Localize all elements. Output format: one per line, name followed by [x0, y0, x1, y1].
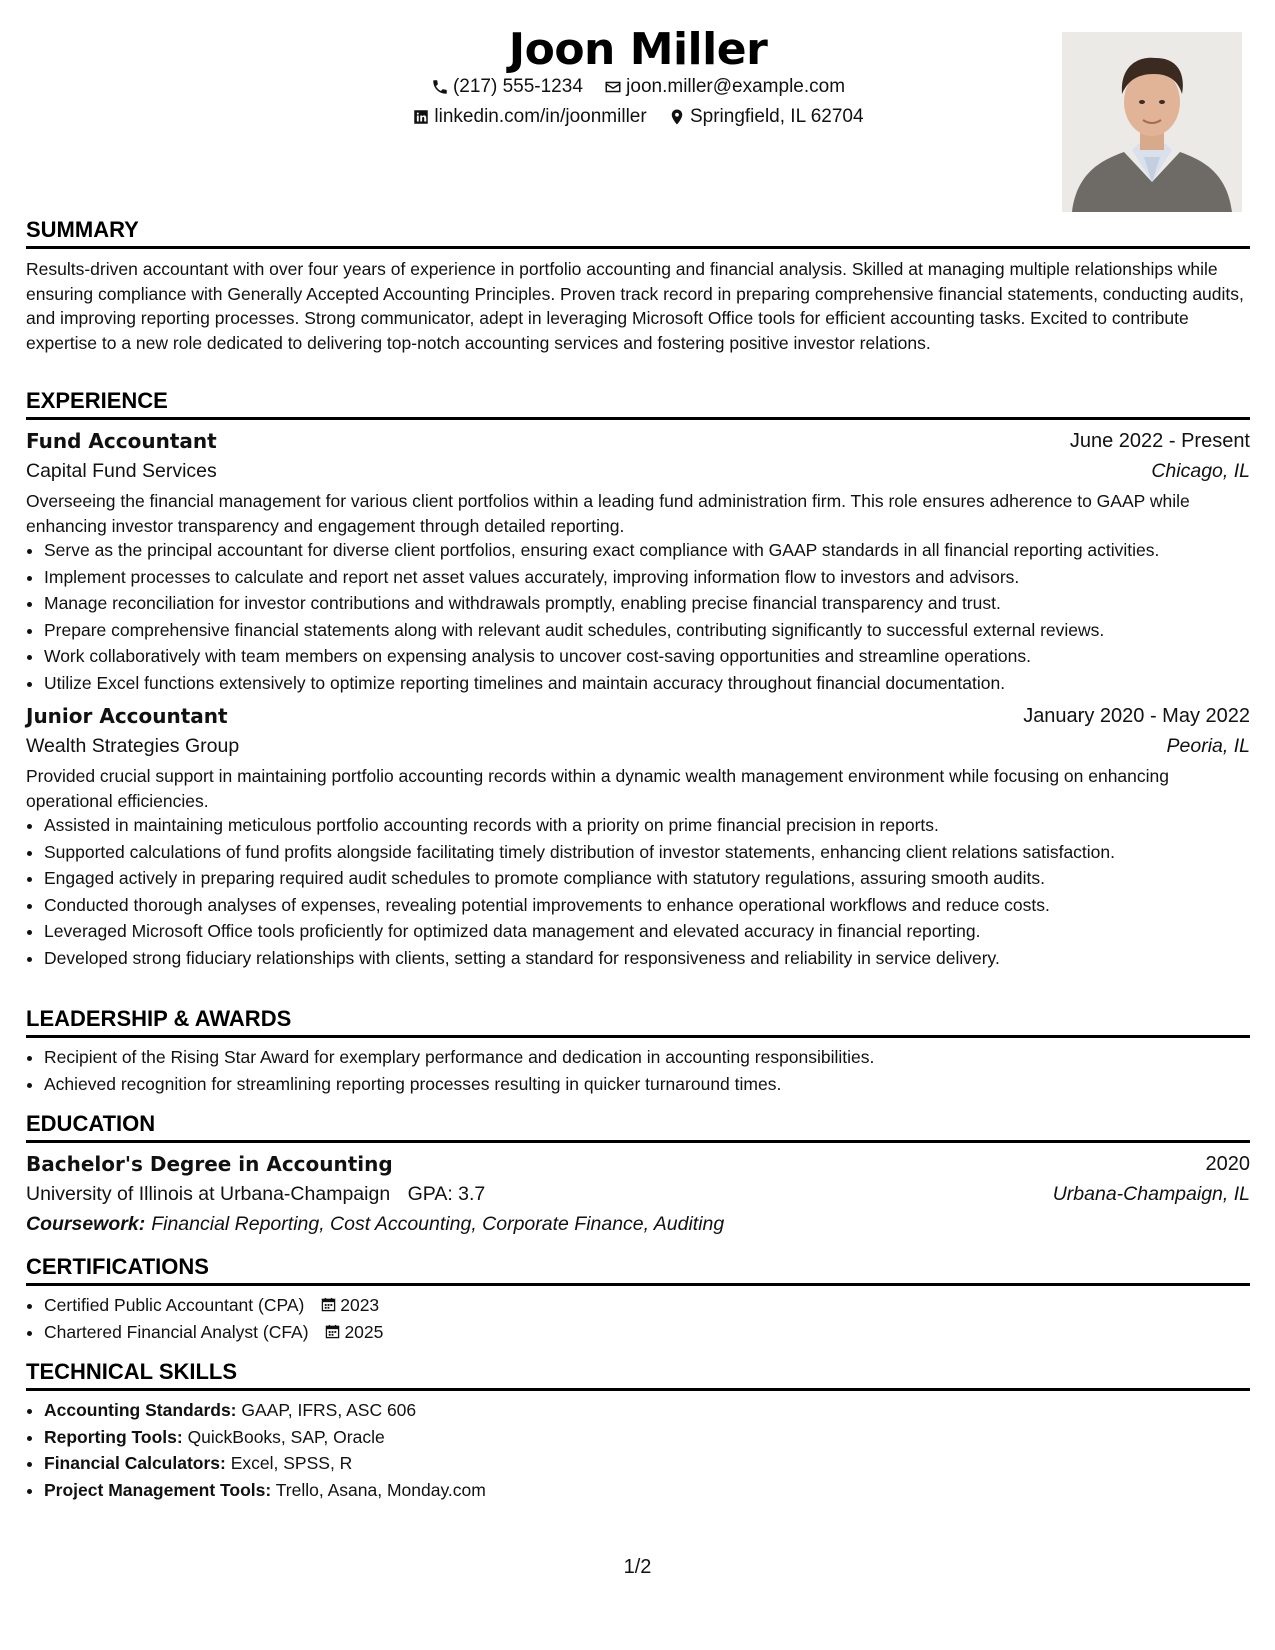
certifications-list	[26, 1293, 1250, 1344]
cert-year: 2023	[340, 1295, 380, 1315]
envelope-icon	[604, 78, 622, 96]
certifications-section	[26, 1253, 1250, 1346]
calendar-icon	[325, 1324, 340, 1339]
education-heading: EDUCATION	[26, 1110, 1250, 1143]
skill-value: QuickBooks, SAP, Oracle	[187, 1426, 385, 1447]
school-name: University of Illinois at Urbana-Champaign	[26, 1183, 391, 1205]
resume-header	[26, 24, 1250, 214]
cert-name: Certified Public Accountant (CPA)	[44, 1295, 305, 1315]
job-bullets	[26, 538, 1250, 695]
job-dates: January 2020 - May 2022	[1023, 705, 1250, 727]
list-item: • Supported calculations of fund profits alongside facilitating timely distribution of investor statements, enhancing client relations satisfaction.	[44, 840, 1250, 865]
list-item: • Implement processes to calculate and report net asset values accurately, improving information flow to investors and advisors.	[44, 565, 1250, 590]
list-item: • Work collaboratively with team members on expensing analysis to uncover cost-saving opportunities and streamline operations.	[44, 644, 1250, 669]
location-contact	[668, 106, 864, 128]
education-section	[26, 1110, 1250, 1239]
job-company: Capital Fund Services	[26, 460, 217, 482]
skill-label: Financial Calculators:	[44, 1453, 226, 1473]
list-item: • Engaged actively in preparing required audit schedules to promote compliance with statutory regulations, assuring smooth audits.	[44, 866, 1250, 891]
leadership-section	[26, 1005, 1250, 1098]
profile-photo	[1062, 32, 1242, 212]
skill-label: Project Management Tools:	[44, 1479, 272, 1500]
skills-heading: TECHNICAL SKILLS	[26, 1358, 1250, 1391]
cert-year: 2025	[344, 1321, 384, 1342]
skill-label: Accounting Standards:	[44, 1400, 237, 1420]
summary-text: Results-driven accountant with over four years of experience in portfolio accounting and financial analysis. Skilled at managing multiple relationships while ensuring compliance with Generally Accepted Accounting Principles. Proven track record in preparing comprehensive financial statements, conducting audits, and improving reporting processes. Strong communicator, adept in leveraging Microsoft Office tools for efficient accounting tasks. Excited to contribute expertise to a new role dedicated to delivering top-notch accounting services and fostering positive investor relations.	[26, 259, 1244, 353]
list-item: • Recipient of the Rising Star Award for exemplary performance and dedication in accounting responsibilities.	[44, 1045, 1250, 1070]
gpa: GPA: 3.7	[407, 1183, 486, 1205]
phone-icon	[431, 78, 449, 96]
linkedin-icon	[412, 108, 430, 126]
skill-value: GAAP, IFRS, ASC 606	[241, 1400, 417, 1420]
coursework-label: Coursework:	[26, 1213, 146, 1235]
list-item	[44, 1320, 1250, 1345]
phone-text: (217) 555-1234	[452, 76, 583, 97]
school-location: Urbana-Champaign, IL	[1052, 1183, 1250, 1205]
job-title: Junior Accountant	[26, 704, 228, 728]
linkedin-contact[interactable]	[412, 106, 646, 128]
job-dates: June 2022 - Present	[1069, 430, 1250, 452]
email-contact[interactable]	[604, 76, 845, 98]
phone-contact[interactable]	[431, 76, 583, 98]
list-item	[44, 1293, 1250, 1318]
summary-section	[26, 216, 1250, 355]
experience-heading: EXPERIENCE	[26, 387, 1250, 420]
page-number: 1/2	[623, 1556, 652, 1578]
list-item	[44, 1451, 1250, 1476]
graduation-year: 2020	[1205, 1153, 1250, 1175]
job-entry	[26, 701, 1250, 970]
list-item: • Prepare comprehensive financial statements along with relevant audit schedules, contributing significantly to successful external reviews.	[44, 618, 1250, 643]
list-item: • Developed strong fiduciary relationships with clients, setting a standard for responsiveness and reliability in service delivery.	[44, 946, 1250, 971]
job-location: Chicago, IL	[1151, 460, 1250, 482]
summary-heading: SUMMARY	[26, 216, 1250, 249]
list-item: • Manage reconciliation for investor contributions and withdrawals promptly, enabling precise financial transparency and trust.	[44, 591, 1250, 616]
leadership-bullets	[26, 1045, 1250, 1096]
skill-value: Excel, SPSS, R	[230, 1453, 353, 1473]
list-item: • Conducted thorough analyses of expenses, revealing potential improvements to enhance operational workflows and reduce costs.	[44, 893, 1250, 918]
cert-name: Chartered Financial Analyst (CFA)	[44, 1321, 309, 1342]
candidate-name: Joon Miller	[508, 24, 768, 75]
certifications-heading: CERTIFICATIONS	[26, 1253, 1250, 1286]
degree-title: Bachelor's Degree in Accounting	[26, 1152, 393, 1176]
leadership-heading: LEADERSHIP & AWARDS	[26, 1005, 1250, 1038]
experience-section	[26, 387, 1250, 972]
list-item	[44, 1478, 1250, 1503]
job-description: Provided crucial support in maintaining portfolio accounting records within a dynamic wealth management environment while focusing on enhancing operational efficiencies.	[26, 766, 1170, 811]
email-text: joon.miller@example.com	[626, 76, 846, 97]
list-item: • Achieved recognition for streamlining reporting processes resulting in quicker turnaround times.	[44, 1072, 1250, 1097]
calendar-icon	[321, 1297, 336, 1312]
job-location: Peoria, IL	[1166, 735, 1250, 757]
skills-section	[26, 1358, 1250, 1504]
list-item: • Leveraged Microsoft Office tools proficiently for optimized data management and elevated accuracy in financial reporting.	[44, 919, 1250, 944]
list-item	[44, 1398, 1250, 1423]
portrait-illustration	[1062, 32, 1242, 212]
coursework-list: Financial Reporting, Cost Accounting, Corporate Finance, Auditing	[151, 1213, 725, 1235]
map-pin-icon	[668, 108, 686, 126]
resume-page	[26, 0, 1250, 1650]
skill-value: Trello, Asana, Monday.com	[275, 1479, 486, 1500]
skill-label: Reporting Tools:	[44, 1426, 183, 1447]
location-text: Springfield, IL 62704	[689, 106, 864, 127]
job-bullets	[26, 813, 1250, 970]
list-item: • Utilize Excel functions extensively to optimize reporting timelines and maintain accuracy throughout financial documentation.	[44, 671, 1250, 696]
linkedin-text: linkedin.com/in/joonmiller	[434, 106, 647, 127]
job-description: Overseeing the financial management for various client portfolios within a leading fund administration firm. This role ensures adherence to GAAP while enhancing investor transparency and engagement through detailed reporting.	[26, 491, 1190, 536]
job-entry	[26, 426, 1250, 695]
list-item	[44, 1425, 1250, 1450]
skills-list	[26, 1398, 1250, 1502]
job-company: Wealth Strategies Group	[26, 735, 240, 757]
list-item: • Assisted in maintaining meticulous portfolio accounting records with a priority on prime financial precision in reports.	[44, 813, 1250, 838]
job-title: Fund Accountant	[26, 429, 217, 453]
list-item: • Serve as the principal accountant for diverse client portfolios, ensuring exact compliance with GAAP standards in all financial reporting activities.	[44, 538, 1250, 563]
